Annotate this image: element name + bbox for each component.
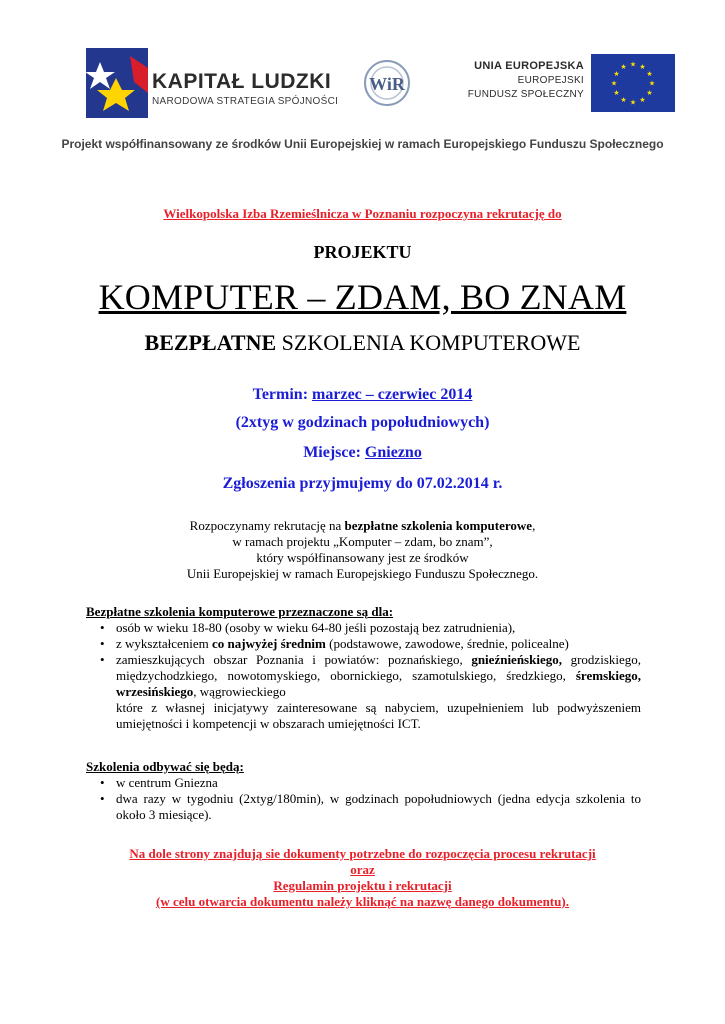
- list-item: • dwa razy w tygodniu (2xtyg/180min), w godzinach popołudniowych (jedna edycja szkolenia to około 3 miesiące).: [86, 791, 641, 823]
- list-item-bold: gnieźnieńskiego,: [471, 652, 562, 667]
- subtitle-rest: SZKOLENIA KOMPUTEROWE: [276, 330, 581, 355]
- intro-line-2: w ramach projektu „Komputer – zdam, bo znam”,: [232, 534, 493, 549]
- intro-red: Wielkopolska Izba Rzemieślnicza w Poznaniu rozpoczyna rekrutację do: [163, 206, 562, 221]
- place-label: Miejsce:: [303, 444, 365, 461]
- list-item-text: (podstawowe, zawodowe, średnie, policealne): [325, 636, 569, 651]
- footer-line-2: oraz: [350, 862, 375, 877]
- wir-logo-icon: [362, 58, 412, 108]
- subtitle: [0, 330, 725, 356]
- list-item-text: , wągrowieckiego: [193, 684, 286, 699]
- kapital-ludzki-title: KAPITAŁ LUDZKI: [152, 70, 332, 93]
- eu-star-icon: ★: [613, 89, 620, 97]
- ue-text-block: [462, 60, 584, 100]
- eu-flag-icon: [591, 54, 675, 112]
- intro-line-1-c: ,: [532, 518, 536, 533]
- list-item-text: zamieszkujących obszar Poznania i powiatów: poznańskiego,: [116, 652, 472, 667]
- eu-star-icon: ★: [613, 70, 620, 78]
- target-extra-text: które z własnej inicjatywy zainteresowane są nabyciem, uzupełnieniem lub podwyższeniem umiejętności i kompetencji w obszarach umiejętności ICT.: [116, 700, 641, 731]
- term-line: [0, 386, 725, 404]
- section-schedule-heading: Szkolenia odbywać się będą:: [86, 759, 244, 774]
- intro-line-1-a: Rozpoczynamy rekrutację na: [189, 518, 345, 533]
- term-label: Termin:: [252, 386, 313, 403]
- schedule-list: [86, 775, 641, 823]
- list-item: • w centrum Gniezna: [86, 775, 641, 791]
- list-item: [86, 636, 641, 652]
- list-item-text: z wykształceniem: [116, 636, 213, 651]
- list-item-bold: co najwyżej średnim: [212, 636, 326, 651]
- eu-star-icon: ★: [646, 70, 653, 78]
- kapital-ludzki-subtitle: NARODOWA STRATEGIA SPÓJNOŚCI: [152, 96, 339, 107]
- deadline-line: Zgłoszenia przyjmujemy do 07.02.2014 r.: [222, 475, 503, 492]
- eu-star-icon: ★: [646, 89, 653, 97]
- cofinanced-note: Projekt współfinansowany ze środków Unii Europejskiej w ramach Europejskiego Funduszu Społecznego: [61, 137, 664, 151]
- eu-star-icon: ★: [620, 96, 627, 104]
- eu-star-icon: ★: [648, 79, 656, 88]
- ue-line-1: UNIA EUROPEJSKA: [474, 60, 584, 72]
- wir-logo-text: WiR: [369, 74, 405, 94]
- list-item-text: grodziskiego, międzychodzkiego, nowotomyskiego, obornickiego, szamotulskiego, średzkiego,: [116, 652, 642, 683]
- section-target-heading: Bezpłatne szkolenia komputerowe przeznaczone są dla:: [86, 604, 394, 619]
- eu-star-icon: ★: [629, 60, 637, 69]
- section-target-group: [86, 604, 641, 732]
- intro-paragraph: [0, 518, 725, 582]
- header-logos: [0, 0, 725, 190]
- place-value: Gniezno: [364, 444, 422, 461]
- eu-star-icon: ★: [629, 98, 637, 107]
- list-item: • osób w wieku 18-80 (osoby w wieku 64-80 jeśli pozostają bez zatrudnienia),: [86, 620, 641, 636]
- section-schedule: [86, 759, 641, 823]
- eu-star-icon: ★: [610, 79, 618, 88]
- target-list: [86, 620, 641, 700]
- footer-notice: [0, 846, 725, 910]
- page-title: KOMPUTER – ZDAM, BO ZNAM: [98, 277, 627, 317]
- kapital-ludzki-logo-icon: [86, 48, 148, 118]
- intro-line-1: [0, 518, 725, 534]
- place-line: [0, 444, 725, 462]
- list-item: [86, 652, 641, 700]
- footer-line-1: Na dole strony znajdują sie dokumenty potrzebne do rozpoczęcia procesu rekrutacji: [129, 846, 596, 861]
- hours-line: (2xtyg w godzinach popołudniowych): [235, 414, 490, 431]
- eu-star-icon: ★: [639, 63, 646, 71]
- intro-line-4: Unii Europejskiej w ramach Europejskiego Funduszu Społecznego.: [186, 566, 539, 581]
- eu-star-icon: ★: [639, 96, 646, 104]
- ue-line-3: FUNDUSZ SPOŁECZNY: [467, 89, 584, 100]
- intro-line-1-bold: bezpłatne szkolenia komputerowe: [344, 518, 533, 533]
- list-item-bold: śremskiego, wrzesińskiego: [116, 668, 641, 699]
- intro-line-3: który współfinansowany jest ze środków: [256, 550, 469, 565]
- footer-line-4: (w celu otwarcia dokumentu należy kliknąć na nazwę danego dokumentu).: [156, 894, 569, 909]
- ue-line-2: EUROPEJSKI: [517, 75, 584, 86]
- term-value: marzec – czerwiec 2014: [312, 386, 473, 403]
- footer-regulations-link[interactable]: Regulamin projektu i rekrutacji: [273, 878, 452, 893]
- projektu-label: PROJEKTU: [313, 242, 412, 262]
- subtitle-bold: BEZPŁATNE: [144, 330, 277, 355]
- eu-star-icon: ★: [620, 63, 627, 71]
